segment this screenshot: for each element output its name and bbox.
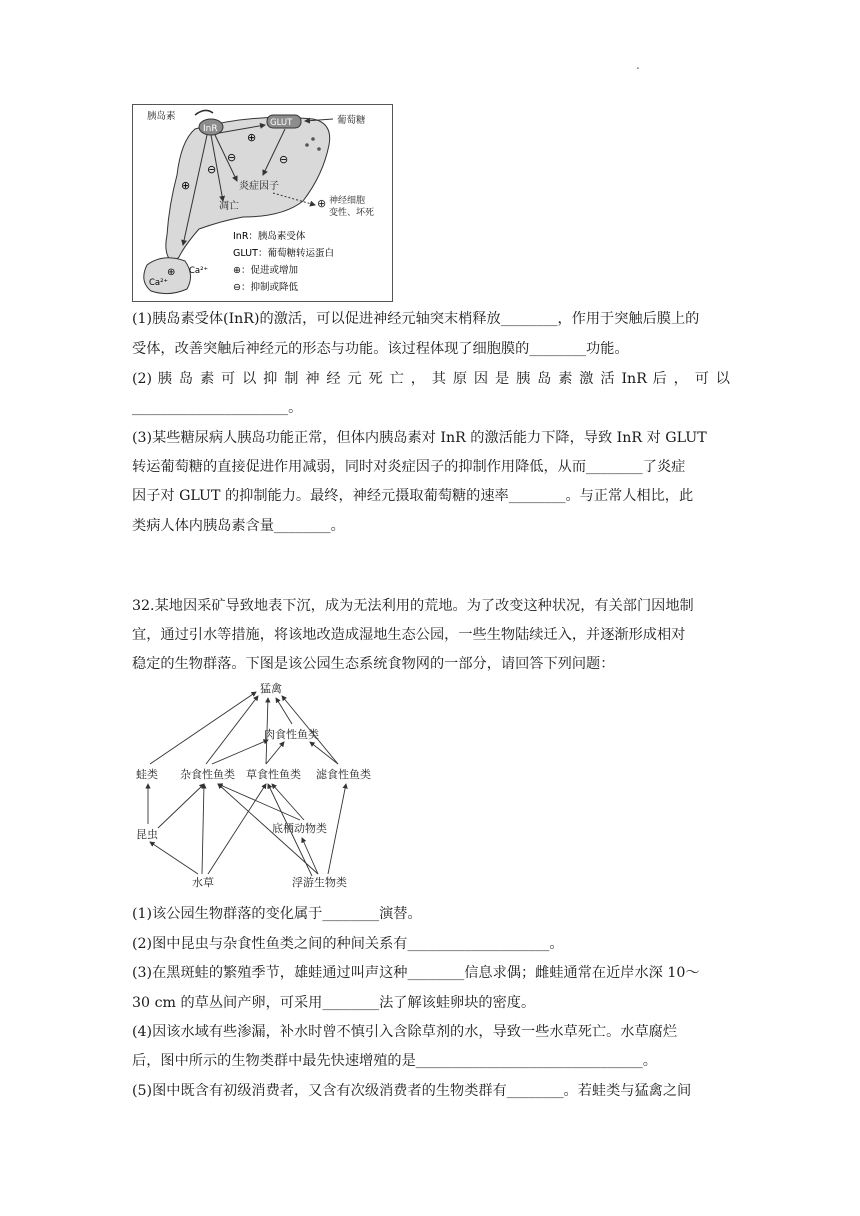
- minus-sign-2: ⊖: [207, 163, 217, 176]
- q32-sub3-line1: (3)在黑斑蛙的繁殖季节，雄蛙通过叫声这种________信息求偶；雌蛙通常在近岸水深 10～: [132, 965, 700, 981]
- node-herbivore-fish: 草食性鱼类: [246, 768, 301, 781]
- q31-part2-line2: ______________________。: [132, 400, 303, 416]
- minus-sign-1: ⊖: [227, 151, 237, 164]
- q32-sub1: (1)该公园生物群落的变化属于________演替。: [132, 906, 422, 922]
- legend-item-glut: GLUT：葡萄糖转运蛋白: [233, 248, 334, 259]
- q32-sub2: (2)图中昆虫与杂食性鱼类之间的种间关系有____________________。: [132, 936, 564, 952]
- legend-item-minus: ⊖：抑制或降低: [233, 282, 298, 293]
- q32-intro-line2: 宜，通过引水等措施，将该地改造成湿地生态公园，一些生物陆续迁入，并逐渐形成相对: [132, 627, 686, 643]
- neuron-effect-line2: 变性、坏死: [329, 208, 375, 218]
- node-plankton: 浮游生物类: [292, 876, 347, 889]
- node-frog: 蛙类: [136, 768, 158, 781]
- insulin-label: 胰岛素: [147, 111, 176, 122]
- q31-part1-line2: 受体，改善突触后神经元的形态与功能。该过程体现了细胞膜的________功能。: [132, 341, 629, 357]
- q32-sub4-line1: (4)因该水域有些渗漏，补水时曾不慎引入含除草剂的水，导致一些水草死亡。水草腐烂: [132, 1024, 678, 1040]
- calcium-label-2: Ca²⁺: [149, 278, 169, 288]
- calcium-label-1: Ca²⁺: [189, 266, 209, 276]
- insulin-neuron-diagram: [132, 104, 393, 302]
- node-filter-fish: 滤食性鱼类: [316, 768, 371, 781]
- q31-part2-line1: (2) 胰 岛 素 可 以 抑 制 神 经 元 死 亡 ， 其 原 因 是 胰 岛 素 激 活 InR 后 ， 可 以: [132, 371, 730, 387]
- node-waterweed: 水草: [192, 876, 214, 889]
- plus-sign-glut: ⊕: [247, 131, 257, 144]
- neuron-effect-line1: 神经细胞: [329, 196, 366, 206]
- plus-sign-neuron: ⊕: [317, 197, 327, 210]
- q32-sub5-line1: (5)图中既含有初级消费者，又含有次级消费者的生物类群有________。若蛙类与猛禽之间: [132, 1083, 692, 1099]
- q31-part3-line4: 类病人体内胰岛素含量________。: [132, 518, 345, 534]
- q31-part3-line1: (3)某些糖尿病人胰岛功能正常，但体内胰岛素对 InR 的激活能力下降，导致 InR 对 GLUT: [132, 430, 707, 446]
- legend-item-plus: ⊕：促进或增加: [233, 265, 298, 276]
- plus-sign-axon: ⊕: [181, 179, 191, 192]
- q32-sub4-line2: 后，图中所示的生物类群中最先快速增殖的是________________________________。: [132, 1053, 657, 1069]
- minus-sign-3: ⊖: [279, 153, 289, 166]
- plus-sign-terminal: ⊕: [167, 267, 176, 278]
- q31-part3-line3: 因子对 GLUT 的抑制能力。最终，神经元摄取葡萄糖的速率________。与正常人相比，此: [132, 488, 694, 504]
- q31-part1-line1: (1)胰岛素受体(InR)的激活，可以促进神经元轴突末梢释放________，作用于突触后膜上的: [132, 311, 700, 327]
- node-carnivore-fish: 肉食性鱼类: [264, 728, 319, 741]
- glucose-label: 葡萄糖: [337, 115, 366, 126]
- food-web-svg: [132, 678, 384, 894]
- legend-item-inr: InR：胰岛素受体: [233, 231, 306, 242]
- q32-intro-line1: 32.某地因采矿导致地表下沉，成为无法利用的荒地。为了改变这种状况，有关部门因地制: [132, 598, 694, 614]
- food-web-diagram: [132, 678, 384, 894]
- inr-label: InR: [203, 124, 218, 134]
- node-omnivore-fish: 杂食性鱼类: [180, 768, 235, 781]
- q32-intro-line3: 稳定的生物群落。下图是该公园生态系统食物网的一部分，请回答下列问题：: [132, 656, 615, 672]
- inflammatory-label: 炎症因子: [239, 181, 279, 192]
- header-mark: .: [636, 58, 640, 72]
- glut-label: GLUT: [270, 118, 293, 128]
- q32-sub3-line2: 30 cm 的草丛间产卵，可采用________法了解该蛙卵块的密度。: [132, 995, 536, 1011]
- node-benthic: 底栖动物类: [272, 822, 327, 835]
- q31-part3-line2: 转运葡萄糖的直接促进作用减弱，同时对炎症因子的抑制作用降低，从而________了炎症: [132, 459, 686, 475]
- node-insect: 昆虫: [136, 828, 158, 841]
- apoptosis-label: 凋亡: [219, 201, 239, 212]
- insulin-molecule: [195, 110, 213, 115]
- insulin-diagram-svg: [133, 105, 392, 301]
- node-raptor: 猛禽: [260, 682, 282, 695]
